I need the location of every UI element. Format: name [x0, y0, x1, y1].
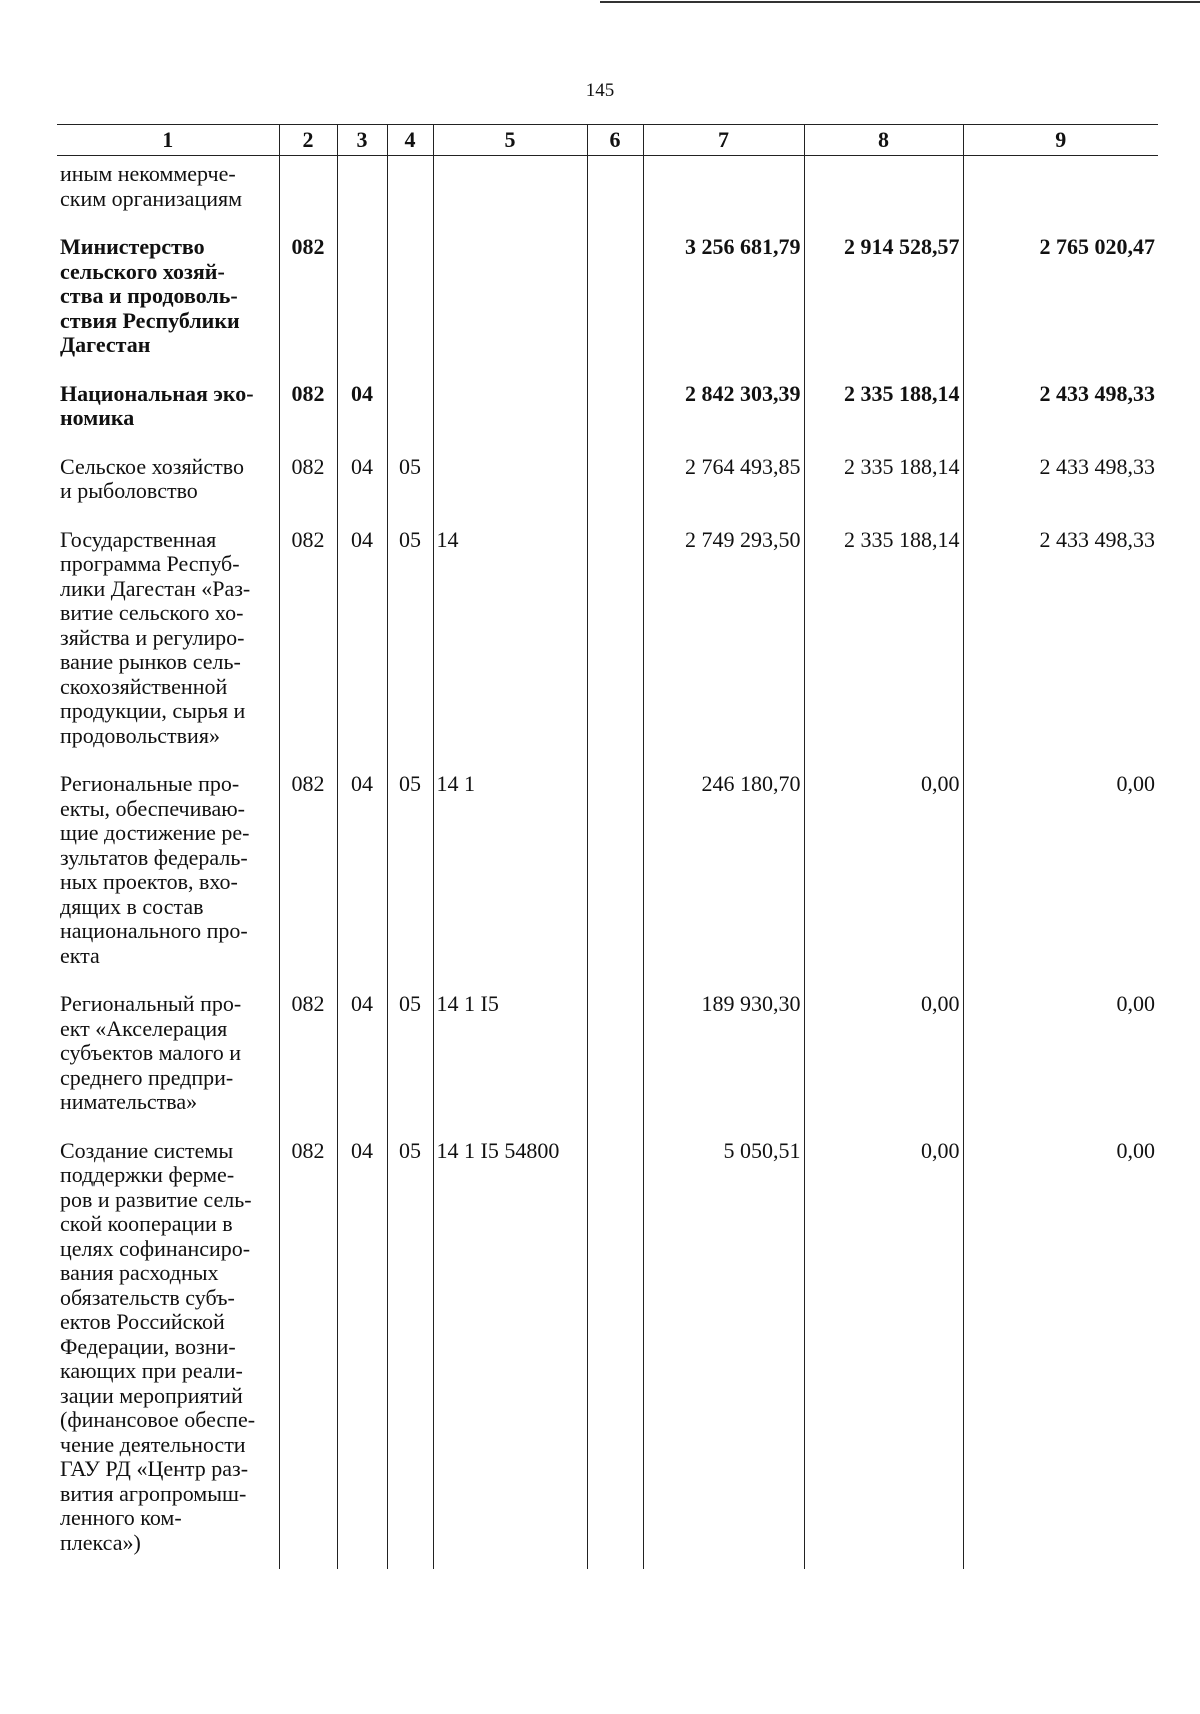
table-row — [57, 231, 1158, 378]
row-name-line: ных проектов, вхо- — [60, 869, 238, 894]
ministry-code-cell: 082 — [279, 988, 337, 1135]
header-cell-3: 3 — [337, 125, 387, 156]
section-code-cell: 04 — [337, 524, 387, 769]
row-name-line: ствия Республики — [60, 307, 240, 333]
row-name-line: ектов Российской — [60, 1309, 225, 1334]
header-cell-5: 5 — [433, 125, 587, 156]
amount-col7-cell: 2 842 303,39 — [643, 378, 804, 451]
row-name-line: ским организациям — [60, 185, 243, 211]
row-name-line: продукции, сырья и — [60, 698, 246, 723]
ministry-code-cell: 082 — [279, 524, 337, 769]
top-edge-rule — [600, 1, 1200, 3]
row-name-cell — [57, 451, 279, 524]
amount-col8-cell: 2 914 528,57 — [804, 231, 963, 378]
row-name-line: ГАУ РД «Центр раз- — [60, 1456, 249, 1481]
amount-col9-cell: 2 433 498,33 — [963, 524, 1158, 769]
subsection-code-cell: 05 — [387, 768, 433, 988]
amount-col7-cell — [643, 156, 804, 232]
amount-col8-cell: 0,00 — [804, 1135, 963, 1570]
amount-col7-cell: 246 180,70 — [643, 768, 804, 988]
row-name-cell — [57, 988, 279, 1135]
subsection-code-cell: 05 — [387, 988, 433, 1135]
row-name-line: плекса») — [60, 1529, 141, 1555]
row-name-line: ект «Акселерация — [60, 1015, 228, 1041]
amount-col9-cell: 0,00 — [963, 768, 1158, 988]
row-name-line: и рыболовство — [60, 478, 198, 503]
row-name-line: Дагестан — [60, 332, 151, 357]
ministry-code-cell: 082 — [279, 1135, 337, 1570]
row-name-line: номика — [60, 405, 135, 430]
table-row — [57, 378, 1158, 451]
row-name-line: ров и развитие сель- — [60, 1186, 252, 1212]
amount-col9-cell: 2 433 498,33 — [963, 451, 1158, 524]
header-cell-9: 9 — [963, 125, 1158, 156]
row-name-line: национального про- — [60, 918, 248, 943]
ministry-code-cell: 082 — [279, 451, 337, 524]
amount-col8-cell: 0,00 — [804, 988, 963, 1135]
row-name-cell — [57, 378, 279, 451]
section-code-cell — [337, 231, 387, 378]
row-name-line: щие достижение ре- — [60, 820, 250, 845]
row-name-line: ской кооперации в — [60, 1211, 233, 1236]
amount-col9-cell: 2 433 498,33 — [963, 378, 1158, 451]
row-name-line: целях софинансиро- — [60, 1235, 251, 1261]
header-cell-2: 2 — [279, 125, 337, 156]
row-name-line: Национальная эко- — [60, 380, 254, 406]
header-cell-7: 7 — [643, 125, 804, 156]
expense-type-cell — [587, 988, 643, 1135]
row-name-line: вития агропромыш- — [60, 1480, 247, 1506]
row-name-line: Министерство — [60, 234, 205, 259]
budget-table — [57, 124, 1158, 1569]
subsection-code-cell — [387, 378, 433, 451]
row-name-line: вания расходных — [60, 1260, 219, 1285]
amount-col9-cell: 0,00 — [963, 1135, 1158, 1570]
amount-col9-cell — [963, 156, 1158, 232]
subsection-code-cell — [387, 156, 433, 232]
ministry-code-cell: 082 — [279, 378, 337, 451]
row-name-line: Региональный про- — [60, 991, 242, 1016]
amount-col7-cell: 3 256 681,79 — [643, 231, 804, 378]
amount-col7-cell: 5 050,51 — [643, 1135, 804, 1570]
subsection-code-cell: 05 — [387, 451, 433, 524]
row-name-line: ленного ком- — [60, 1505, 182, 1530]
ministry-code-cell: 082 — [279, 231, 337, 378]
row-name-cell — [57, 768, 279, 988]
amount-col8-cell: 2 335 188,14 — [804, 524, 963, 769]
row-name-line: Региональные про- — [60, 771, 240, 796]
table-row — [57, 988, 1158, 1135]
section-code-cell — [337, 156, 387, 232]
row-name-line: екта — [60, 942, 100, 968]
row-name-line: нимательства» — [60, 1089, 198, 1114]
amount-col7-cell: 2 749 293,50 — [643, 524, 804, 769]
row-name-line: зультатов федераль- — [60, 844, 248, 870]
amount-col7-cell: 2 764 493,85 — [643, 451, 804, 524]
row-name-line: Сельское хозяйство — [60, 453, 244, 479]
expense-type-cell — [587, 524, 643, 769]
row-name-line: витие сельского хо- — [60, 600, 244, 625]
target-article-cell: 14 — [433, 524, 587, 769]
ministry-code-cell: 082 — [279, 768, 337, 988]
row-name-line: Федерации, возни- — [60, 1333, 236, 1359]
section-code-cell: 04 — [337, 378, 387, 451]
ministry-code-cell — [279, 156, 337, 232]
row-name-line: (финансовое обеспе- — [60, 1407, 256, 1432]
amount-col8-cell: 2 335 188,14 — [804, 451, 963, 524]
amount-col7-cell: 189 930,30 — [643, 988, 804, 1135]
expense-type-cell — [587, 156, 643, 232]
target-article-cell: 14 1 I5 — [433, 988, 587, 1135]
expense-type-cell — [587, 1135, 643, 1570]
row-name-line: среднего предпри- — [60, 1064, 234, 1090]
row-name-line: лики Дагестан «Раз- — [60, 575, 251, 601]
row-name-line: Государственная — [60, 526, 217, 552]
section-code-cell: 04 — [337, 451, 387, 524]
table-body — [57, 156, 1158, 1570]
target-article-cell: 14 1 — [433, 768, 587, 988]
row-name-cell — [57, 231, 279, 378]
table-row — [57, 451, 1158, 524]
expense-type-cell — [587, 768, 643, 988]
amount-col8-cell: 0,00 — [804, 768, 963, 988]
header-cell-8: 8 — [804, 125, 963, 156]
row-name-line: иным некоммерче- — [60, 161, 236, 186]
amount-col9-cell: 2 765 020,47 — [963, 231, 1158, 378]
row-name-line: вание рынков сель- — [60, 649, 241, 674]
target-article-cell — [433, 156, 587, 232]
row-name-cell — [57, 156, 279, 232]
target-article-cell: 14 1 I5 54800 — [433, 1135, 587, 1570]
header-cell-6: 6 — [587, 125, 643, 156]
subsection-code-cell: 05 — [387, 1135, 433, 1570]
row-name-line: программа Респуб- — [60, 551, 240, 576]
row-name-cell — [57, 524, 279, 769]
row-name-cell — [57, 1135, 279, 1570]
row-name-line: субъектов малого и — [60, 1040, 242, 1065]
row-name-line: екты, обеспечиваю- — [60, 795, 245, 821]
target-article-cell — [433, 451, 587, 524]
target-article-cell — [433, 231, 587, 378]
target-article-cell — [433, 378, 587, 451]
row-name-line: Создание системы — [60, 1137, 234, 1163]
amount-col8-cell — [804, 156, 963, 232]
amount-col8-cell: 2 335 188,14 — [804, 378, 963, 451]
header-cell-4: 4 — [387, 125, 433, 156]
header-cell-1: 1 — [57, 125, 279, 156]
subsection-code-cell: 05 — [387, 524, 433, 769]
row-name-line: обязательств субъ- — [60, 1284, 235, 1310]
page-number: 145 — [585, 80, 615, 101]
section-code-cell: 04 — [337, 1135, 387, 1570]
row-name-line: чение деятельности — [60, 1431, 246, 1457]
row-name-line: зяйства и регулиро- — [60, 624, 245, 650]
row-name-line: ства и продоволь- — [60, 283, 238, 308]
section-code-cell: 04 — [337, 768, 387, 988]
row-name-line: поддержки ферме- — [60, 1162, 235, 1187]
table-row — [57, 1135, 1158, 1570]
row-name-line: продовольствия» — [60, 722, 220, 748]
row-name-line: скохозяйственной — [60, 673, 228, 699]
expense-type-cell — [587, 231, 643, 378]
row-name-line: кающих при реали- — [60, 1358, 243, 1383]
table-row — [57, 156, 1158, 232]
subsection-code-cell — [387, 231, 433, 378]
table-row — [57, 524, 1158, 769]
section-code-cell: 04 — [337, 988, 387, 1135]
row-name-line: дящих в состав — [60, 893, 204, 919]
amount-col9-cell: 0,00 — [963, 988, 1158, 1135]
expense-type-cell — [587, 451, 643, 524]
row-name-line: сельского хозяй- — [60, 258, 225, 284]
expense-type-cell — [587, 378, 643, 451]
row-name-line: зации мероприятий — [60, 1382, 243, 1408]
table-row — [57, 768, 1158, 988]
header-row — [57, 125, 1158, 156]
